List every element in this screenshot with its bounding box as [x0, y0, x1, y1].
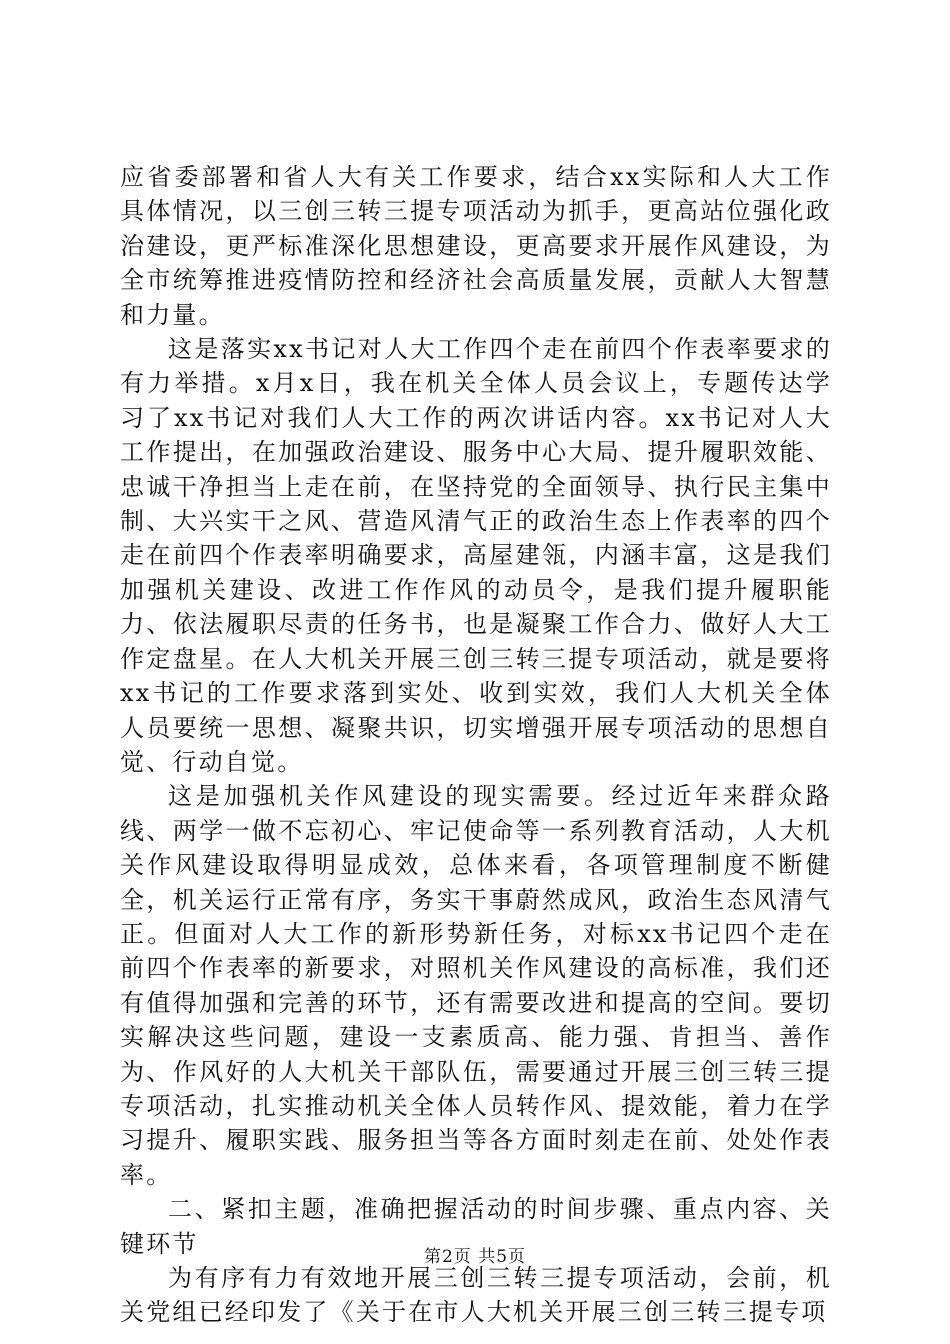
paragraph-measure: 这是落实xx书记对人大工作四个走在前四个作表率要求的有力举措。x月x日，我在机关全体人员会议上，专题传达学习了xx书记对我们人大工作的两次讲话内容。xx书记对人大工作提出，在加强政治建设、服务中心大局、提升履职效能、忠诚干净担当上走在前，在坚持党的全面领导、执行民主集中制、大兴实干之风、营造风清气正的政治生态上作表率的四个走在前四个作表率明确要求，高屋建瓴，内涵丰富，这是我们加强机关建设、改进工作作风的动员令，是我们提升履职能力、依法履职尽责的任务书，也是凝聚工作合力、做好人大工作定盘星。在人大机关开展三创三转三提专项活动，就是要将xx书记的工作要求落到实处、收到实效，我们人大机关全体人员要统一思想、凝聚共识，切实增强开展专项活动的思想自觉、行动自觉。 [120, 335, 832, 776]
paragraph-intro-continued: 应省委部署和省人大有关工作要求，结合xx实际和人大工作具体情况，以三创三转三提专项活动为抓手，更高站位强化政治建设，更严标准深化思想建设，更高要求开展作风建设，为全市统筹推进疫情防控和经济社会高质量发展，贡献人大智慧和力量。 [120, 163, 832, 329]
document-body [120, 160, 832, 1330]
paragraph-need: 这是加强机关作风建设的现实需要。经过近年来群众路线、两学一做不忘初心、牢记使命等一系列教育活动，人大机关作风建设取得明显成效，总体来看，各项管理制度不断健全，机关运行正常有序，务实干事蔚然成风，政治生态风清气正。但面对人大工作的新形势新任务，对标xx书记四个走在前四个作表率的新要求，对照机关作风建设的高标准，我们还有值得加强和完善的环节，还有需要改进和提高的空间。要切实解决这些问题，建设一支素质高、能力强、肯担当、善作为、作风好的人大机关干部队伍，需要通过开展三创三转三提专项活动，扎实推动机关全体人员转作风、提效能，着力在学习提升、履职实践、服务担当等各方面时刻走在前、处处作表率。 [120, 782, 832, 1189]
page-number-footer: 第2页 共5页 [423, 1247, 527, 1267]
section-heading-two: 二、紧扣主题，准确把握活动的时间步骤、重点内容、关键环节 [120, 1195, 832, 1258]
paragraph-arrangement: 为有序有力有效地开展三创三转三提专项活动，会前，机关党组已经印发了《关于在市人大机关开展三创三转三提专项 [120, 1264, 832, 1327]
